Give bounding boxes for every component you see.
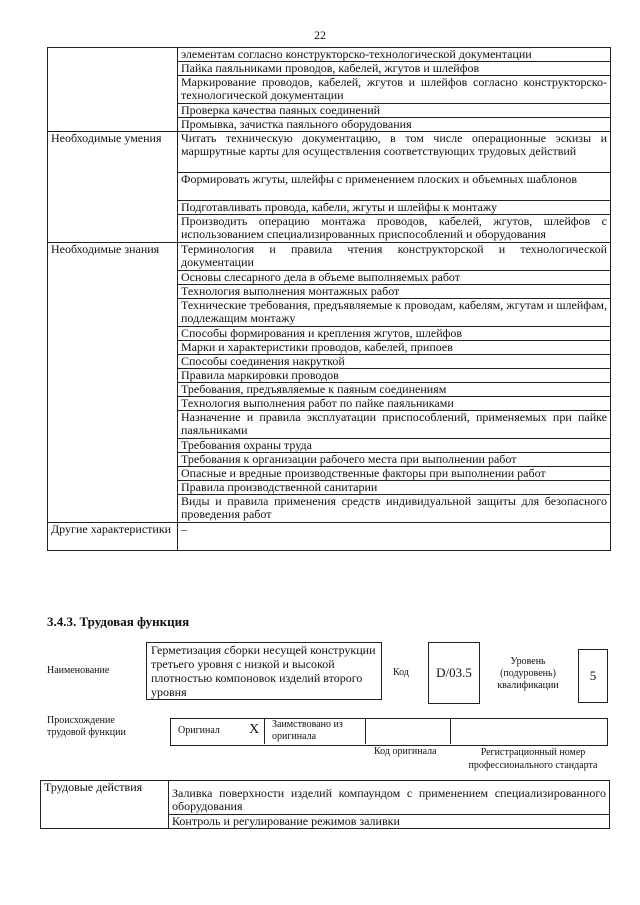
action-row: Маркирование проводов, кабелей, жгутов и шлейфов согласно конструкторско-технологической документации — [178, 76, 611, 104]
knowledge-row: Правила маркировки проводов — [178, 369, 611, 383]
action-row: Промывка, зачистка паяльного оборудования — [178, 118, 611, 132]
knowledge-row: Требования охраны труда — [178, 439, 611, 453]
continuation-label-cell — [48, 48, 178, 132]
original-label: Оригинал — [178, 725, 220, 736]
origin-table — [170, 718, 608, 746]
other-label: Другие характеристики — [48, 523, 178, 551]
name-value-box — [146, 642, 382, 700]
action-row: Заливка поверхности изделий компаундом с применением специализированного оборудования — [169, 781, 610, 815]
origin-divider — [450, 718, 451, 744]
knowledge-row: Терминология и правила чтения конструкторской и технологической документации — [178, 243, 611, 271]
top-requirements-table — [47, 47, 611, 551]
other-value: – — [178, 523, 611, 551]
borrowed-label: Заимствовано из оригинала — [272, 719, 343, 742]
skill-row: Подготавливать провода, кабели, жгуты и шлейфы к монтажу — [178, 201, 611, 215]
knowledge-row: Марки и характеристики проводов, кабелей, припоев — [178, 341, 611, 355]
page-number: 22 — [314, 28, 326, 42]
skill-row: Производить операцию монтажа проводов, кабелей, жгутов, шлейфов с использованием специализированных приспособлений и оборудования — [178, 215, 611, 243]
knowledge-row: Технические требования, предъявляемые к проводам, кабелям, жгутам и шлейфам, подлежащим монтажу — [178, 299, 611, 327]
original-mark: X — [249, 722, 260, 737]
knowledge-row: Виды и правила применения средств индивидуальной защиты для безопасного проведения работ — [178, 495, 611, 523]
code-label: Код — [393, 667, 409, 678]
name-value: Герметизация сборки несущей конструкции третьего уровня с низкой и высокой плотностью компоновок изделий второго уровня — [151, 643, 376, 699]
knowledge-row: Основы слесарного дела в объеме выполняемых работ — [178, 271, 611, 285]
knowledge-row: Требования, предъявляемые к паяным соединениям — [178, 383, 611, 397]
knowledge-row: Требования к организации рабочего места при выполнении работ — [178, 453, 611, 467]
level-label: Уровень (подуровень) квалификации — [497, 656, 559, 691]
knowledge-row: Правила производственной санитарии — [178, 481, 611, 495]
labor-actions-table — [40, 780, 610, 829]
knowledge-label: Необходимые знания — [48, 243, 178, 523]
skill-row: Формировать жгуты, шлейфы с применением плоских и объемных шаблонов — [178, 173, 611, 201]
origin-divider — [264, 718, 265, 744]
knowledge-row: Способы соединения накруткой — [178, 355, 611, 369]
knowledge-row: Технология выполнения монтажных работ — [178, 285, 611, 299]
origin-label: Происхождение трудовой функции — [47, 715, 126, 738]
code-original-label: Код оригинала — [374, 746, 437, 757]
action-row: Проверка качества паяных соединений — [178, 104, 611, 118]
knowledge-row: Технология выполнения работ по пайке паяльниками — [178, 397, 611, 411]
knowledge-row: Опасные и вредные производственные факторы при выполнении работ — [178, 467, 611, 481]
action-row: Контроль и регулирование режимов заливки — [169, 815, 610, 829]
action-row: элементам согласно конструкторско-технологической документации — [178, 48, 611, 62]
skills-label: Необходимые умения — [48, 132, 178, 243]
level-box — [578, 649, 608, 703]
action-row: Пайка паяльниками проводов, кабелей, жгутов и шлейфов — [178, 62, 611, 76]
code-box — [428, 642, 480, 704]
code-value: D/03.5 — [436, 665, 472, 680]
name-label: Наименование — [47, 665, 110, 676]
section-title: 3.4.3. Трудовая функция — [47, 614, 190, 629]
knowledge-row: Способы формирования и крепления жгутов, шлейфов — [178, 327, 611, 341]
actions-label: Трудовые действия — [41, 781, 169, 829]
level-value: 5 — [589, 668, 597, 683]
skill-row: Читать техническую документацию, в том числе операционные эскизы и маршрутные карты для осуществления соответствующих трудовых действий — [178, 132, 611, 173]
origin-divider — [365, 718, 366, 744]
knowledge-row: Назначение и правила эксплуатации приспособлений, применяемых при пайке паяльниками — [178, 411, 611, 439]
reg-number-label: Регистрационный номер профессионального стандарта — [468, 747, 598, 771]
